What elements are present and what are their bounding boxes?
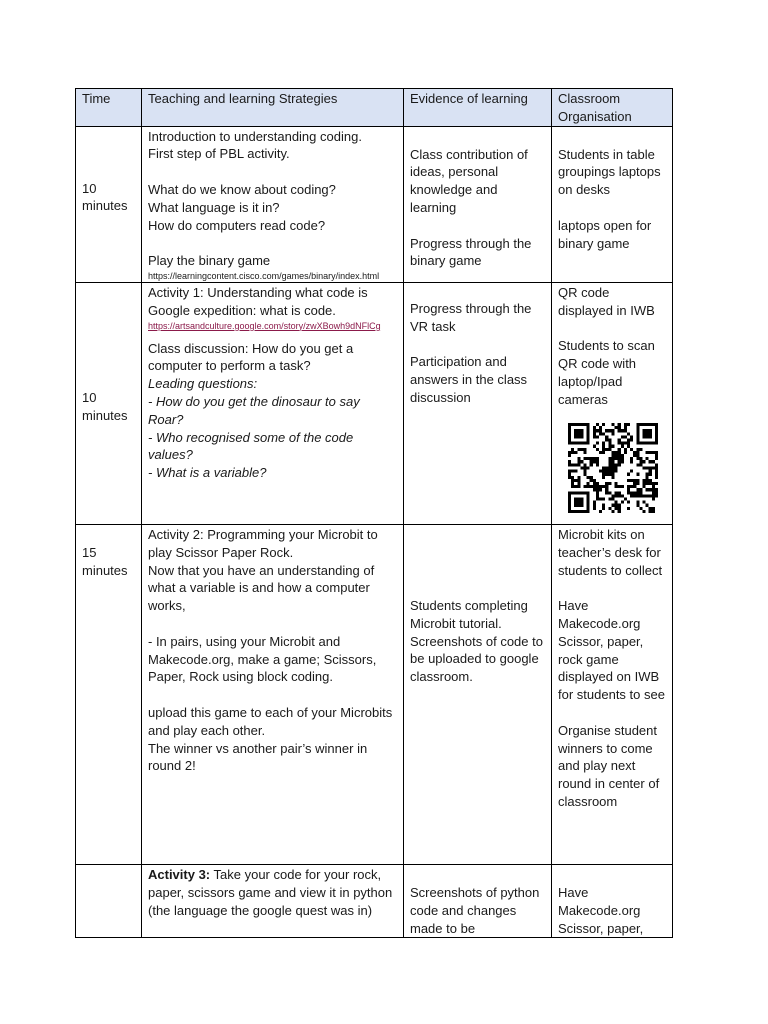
table-row [76,282,673,524]
strategies-cell [142,126,404,282]
leading-question-3: - What is a variable? [148,465,267,481]
time-value: 10 minutes [82,389,128,423]
table-row [76,126,673,282]
activity-2-intro: Now that you have an understanding of what a variable is and how a computer works, [148,562,375,614]
table-row [76,864,673,937]
organisation-1: Students in table groupings laptops on desks [558,146,661,198]
time-cell [76,524,142,864]
play-binary-game: Play the binary game [148,253,271,269]
activity-2-upload: upload this game to each of your Microbits and play each other. [148,704,393,738]
evidence-2: Progress through the binary game [410,235,532,269]
organisation-1: Have Makecode.org Scissor, paper, [558,884,644,936]
organisation-3: Organise student winners to come and play next round in center of classroom [558,722,660,809]
evidence-cell [404,282,552,524]
activity-2-pairs: - In pairs, using your Microbit and Makecode.org, make a game; Scissors, Paper, Rock using block coding. [148,633,377,685]
google-expedition-link[interactable]: https://artsandculture.google.com/story/zwXBowh9dNFlCg [148,320,381,331]
time-value: 10 minutes [82,180,128,214]
table-header-row [76,89,673,127]
strategies-cell [142,282,404,524]
evidence-2: Participation and answers in the class discussion [410,354,528,405]
organisation-2: Students to scan QR code with laptop/Ipad cameras [558,338,655,407]
activity-3-label: Activity 3: [148,866,211,882]
organisation-cell [552,864,673,937]
time-cell [76,126,142,282]
organisation-1: QR code displayed in IWB [558,284,655,318]
strategies-cell [142,864,404,937]
activity-1-title: Activity 1: Understanding what code is Google expedition: what is code. [148,284,368,318]
lesson-plan-table [75,88,673,938]
time-cell [76,864,142,937]
table-row [76,524,673,864]
binary-game-url[interactable]: https://learningcontent.cisco.com/games/binary/index.html [148,270,380,281]
question-2: What language is it in? [148,199,280,215]
evidence-cell [404,864,552,937]
organisation-cell [552,126,673,282]
evidence-cell [404,524,552,864]
activity-3-text [148,866,398,919]
organisation-1: Microbit kits on teacher’s desk for students to collect [558,526,663,578]
organisation-2: laptops open for binary game [558,217,652,251]
leading-question-2: - Who recognised some of the code values? [148,429,354,463]
intro-line-1: Introduction to understanding coding. [148,128,362,144]
evidence-1: Screenshots of python code and changes made to be [410,884,540,936]
qr-code-icon [568,423,658,513]
leading-questions-label: Leading questions: [148,376,258,392]
activity-2-title: Activity 2: Programming your Microbit to play Scissor Paper Rock. [148,526,378,560]
time-cell [76,282,142,524]
class-discussion: Class discussion: How do you get a computer to perform a task? [148,340,354,374]
organisation-cell [552,524,673,864]
activity-3-body: Take your code for your rock, paper, scissors game and view it in python (the language the google quest was in) [148,866,393,918]
evidence-1: Students completing Microbit tutorial. Screenshots of code to be uploaded to google classroom. [410,597,543,685]
evidence-1: Class contribution of ideas, personal knowledge and learning [410,146,528,215]
evidence-1: Progress through the VR task [410,300,532,334]
time-value: 15 minutes [82,544,128,578]
leading-question-1: - How do you get the dinosaur to say Roar? [148,393,360,427]
header-organisation: Classroom Organisation [552,89,673,127]
organisation-2: Have Makecode.org Scissor, paper, rock game displayed on IWB for students to see [558,598,665,703]
header-evidence: Evidence of learning [404,89,552,127]
activity-2-winner: The winner vs another pair’s winner in round 2! [148,740,368,774]
strategies-cell [142,524,404,864]
intro-line-2: First step of PBL activity. [148,146,290,162]
organisation-cell [552,282,673,524]
evidence-cell [404,126,552,282]
question-1: What do we know about coding? [148,181,336,197]
header-time: Time [76,89,142,127]
question-3: How do computers read code? [148,217,326,233]
header-strategies: Teaching and learning Strategies [142,89,404,127]
